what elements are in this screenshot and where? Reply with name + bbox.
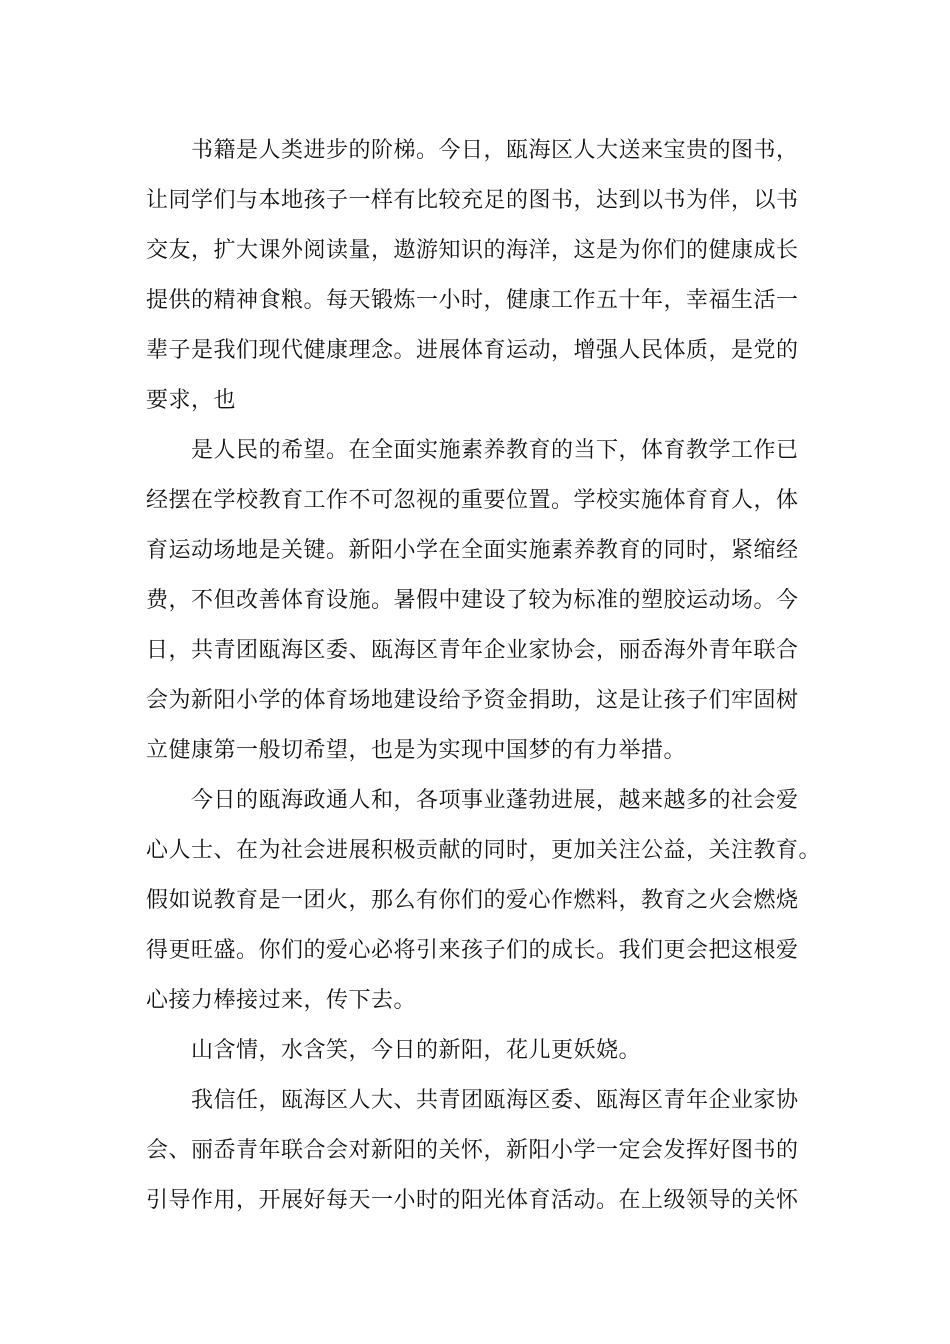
- text-line: 得更旺盛。你们的爱心必将引来孩子们的成长。我们更会把这根爱: [146, 938, 799, 963]
- text-line: 会、丽岙青年联合会对新阳的关怀，新阳小学一定会发挥好图书的: [146, 1138, 799, 1163]
- text-line: 让同学们与本地孩子一样有比较充足的图书，达到以书为伴，以书: [146, 188, 799, 213]
- text-line: 心接力棒接过来，传下去。: [146, 988, 417, 1013]
- text-line: 育运动场地是关键。新阳小学在全面实施素养教育的同时，紧缩经: [146, 538, 799, 563]
- text-line: 要求，也: [146, 388, 237, 413]
- document-body: [146, 126, 822, 1226]
- text-line: 心人士、在为社会进展积极贡献的同时，更加关注公益，关注教育。: [146, 838, 822, 863]
- text-line: 是人民的希望。在全面实施素养教育的当下，体育教学工作已: [191, 438, 799, 463]
- text-line: 山含情，水含笑，今日的新阳，花儿更妖娆。: [191, 1038, 642, 1063]
- text-line: 日，共青团瓯海区委、瓯海区青年企业家协会，丽岙海外青年联合: [146, 638, 799, 663]
- text-line: 假如说教育是一团火，那么有你们的爱心作燃料，教育之火会燃烧: [146, 888, 799, 913]
- text-line: 费，不但改善体育设施。暑假中建设了较为标准的塑胶运动场。今: [146, 588, 799, 613]
- text-line: 今日的瓯海政通人和，各项事业蓬勃进展，越来越多的社会爱: [191, 788, 799, 813]
- text-line: 提供的精神食粮。每天锻炼一小时，健康工作五十年，幸福生活一: [146, 288, 799, 313]
- text-line: 辈子是我们现代健康理念。进展体育运动，增强人民体质，是党的: [146, 338, 799, 363]
- text-line: 经摆在学校教育工作不可忽视的重要位置。学校实施体育育人，体: [146, 488, 799, 513]
- text-line: 书籍是人类进步的阶梯。今日，瓯海区人大送来宝贵的图书，: [191, 138, 799, 163]
- text-line: 引导作用，开展好每天一小时的阳光体育活动。在上级领导的关怀: [146, 1188, 799, 1213]
- text-line: 立健康第一般切希望，也是为实现中国梦的有力举措。: [146, 738, 687, 763]
- text-line: 我信任，瓯海区人大、共青团瓯海区委、瓯海区青年企业家协: [191, 1088, 799, 1113]
- text-line: 交友，扩大课外阅读量，遨游知识的海洋，这是为你们的健康成长: [146, 238, 799, 263]
- text-line: 会为新阳小学的体育场地建设给予资金捐助，这是让孩子们牢固树: [146, 688, 799, 713]
